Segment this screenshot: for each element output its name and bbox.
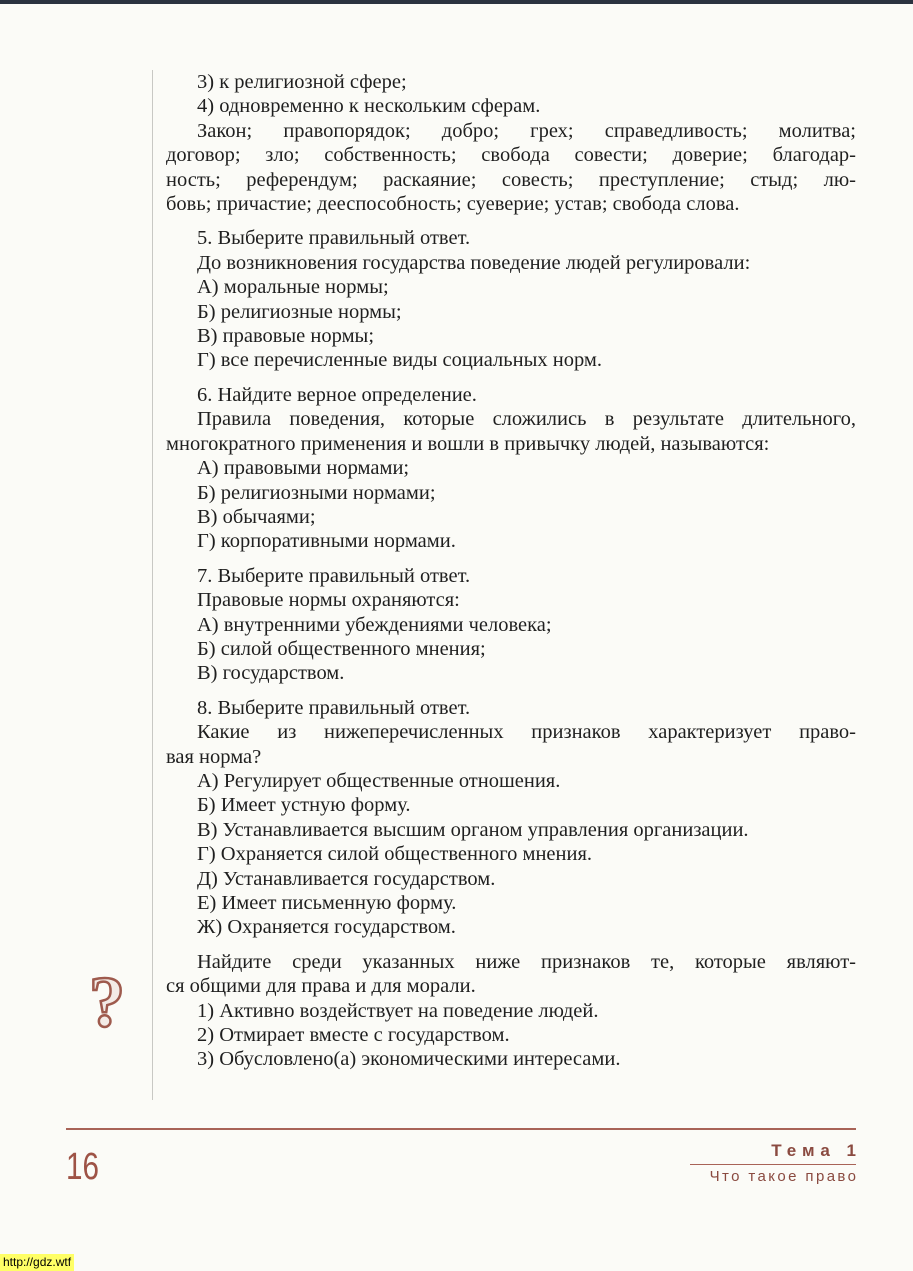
review-option: 2) Отмирает вместе с государством.	[197, 1024, 510, 1047]
q6-option: А) правовыми нормами;	[197, 457, 410, 480]
q5-question: До возникновения государства поведение людей регулировали:	[197, 251, 751, 274]
q4-terms-line: договор; зло; собственность; свобода совести; доверие; благодар-	[166, 144, 856, 167]
q5-option: А) моральные нормы;	[197, 276, 389, 299]
q8-question-line: вая норма?	[166, 745, 262, 768]
q5-option: Г) все перечисленные виды социальных норм.	[197, 349, 602, 372]
q6-title: 6. Найдите верное определение.	[197, 383, 477, 406]
review-question	[166, 950, 856, 1072]
q6-question-line: Правила поведения, которые сложились в результате длительного,	[197, 408, 856, 431]
question-7	[166, 564, 856, 686]
q8-option: А) Регулирует общественные отношения.	[197, 769, 561, 792]
q8-title: 8. Выберите правильный ответ.	[197, 696, 471, 719]
q8-option: Б) Имеет устную форму.	[197, 794, 411, 817]
review-question-line: ся общими для права и для морали.	[166, 975, 476, 998]
watermark-link[interactable]: http://gdz.wtf	[0, 1254, 74, 1271]
q6-option: Б) религиозными нормами;	[197, 481, 436, 504]
page-content	[166, 70, 856, 1072]
q7-option: В) государством.	[197, 662, 345, 685]
question-6	[166, 383, 856, 554]
q4-option-4: 4) одновременно к нескольким сферам.	[197, 95, 541, 118]
q8-option: В) Устанавливается высшим органом управления организации.	[197, 818, 749, 841]
question-4-tail	[166, 70, 856, 216]
q5-option: В) правовые нормы;	[197, 325, 375, 348]
q5-title: 5. Выберите правильный ответ.	[197, 227, 471, 250]
q8-option: Д) Устанавливается государством.	[197, 867, 496, 890]
q7-option: А) внутренними убеждениями человека;	[197, 613, 552, 636]
margin-rule	[152, 70, 153, 1100]
q8-option: Ж) Охраняется государством.	[197, 916, 456, 939]
q7-title: 7. Выберите правильный ответ.	[197, 564, 471, 587]
review-option: 3) Обусловлено(а) экономическими интересами.	[197, 1048, 621, 1071]
q4-terms-line: бовь; причастие; дееспособность; суеверие; устав; свобода слова.	[166, 193, 740, 216]
q8-option: Г) Охраняется силой общественного мнения.	[197, 843, 593, 866]
q7-option: Б) силой общественного мнения;	[197, 637, 486, 660]
q8-question-line: Какие из нижеперечисленных признаков характеризует право-	[197, 721, 856, 744]
question-mark-icon: ?	[89, 962, 125, 1042]
theme-title: Что такое право	[709, 1168, 859, 1185]
review-question-line: Найдите среди указанных ниже признаков те, которые являют-	[197, 950, 856, 973]
question-8	[166, 696, 856, 940]
q6-option: Г) корпоративными нормами.	[197, 530, 456, 553]
q4-terms-line: ность; референдум; раскаяние; совесть; преступление; стыд; лю-	[166, 168, 856, 191]
q6-question-line: многократного применения и вошли в привычку людей, называются:	[166, 432, 770, 455]
footer-rule	[66, 1128, 856, 1130]
top-scan-edge	[0, 0, 913, 4]
theme-rule	[690, 1164, 856, 1165]
q8-option: Е) Имеет письменную форму.	[197, 892, 457, 914]
review-option: 1) Активно воздействует на поведение людей.	[197, 999, 599, 1022]
q6-option: В) обычаями;	[197, 505, 316, 528]
question-5	[166, 226, 856, 372]
page-number: 16	[66, 1146, 99, 1188]
q4-terms-line: Закон; правопорядок; добро; грех; справедливость; молитва;	[197, 119, 856, 142]
q7-question: Правовые нормы охраняются:	[197, 589, 460, 612]
q4-option-3: 3) к религиозной сфере;	[197, 71, 407, 93]
q5-option: Б) религиозные нормы;	[197, 300, 402, 323]
theme-label: Тема 1	[771, 1141, 862, 1160]
